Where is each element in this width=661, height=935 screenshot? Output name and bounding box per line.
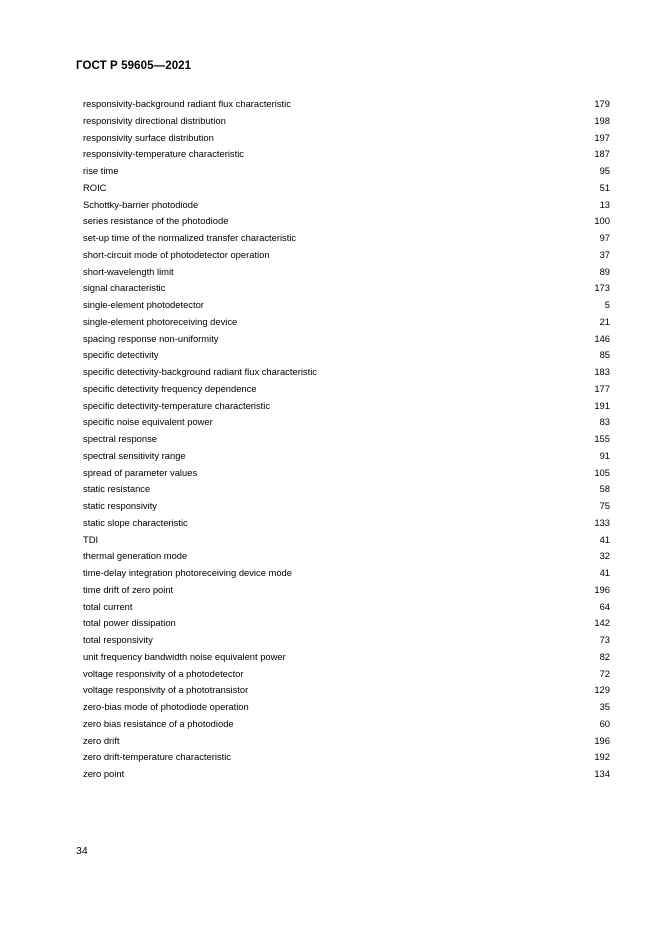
index-entry: [83, 682, 610, 699]
index-term: time-delay integration photoreceiving device mode: [83, 567, 292, 578]
index-page-ref: 85: [599, 349, 610, 361]
index-term: rise time: [83, 165, 119, 176]
index-page-ref: 100: [594, 215, 610, 227]
index-term: unit frequency bandwidth noise equivalent power: [83, 650, 286, 662]
index-term: zero drift: [83, 734, 120, 746]
index-term: total power dissipation: [83, 617, 176, 629]
index-entry: [83, 666, 610, 683]
index-page-ref: 32: [599, 550, 610, 562]
index-term: ROIC: [83, 181, 107, 193]
index-entry: [83, 280, 610, 297]
index-page-ref: 41: [599, 567, 610, 578]
index-entry: [83, 381, 610, 398]
index-term: spread of parameter values: [83, 466, 198, 478]
index-page-ref: 192: [594, 751, 610, 763]
index-entry: [83, 347, 610, 364]
index-page-ref: 72: [599, 667, 610, 679]
index-page-ref: 198: [594, 114, 610, 126]
index-entry: [83, 733, 610, 750]
index-entry: [83, 331, 610, 348]
index-entry: [83, 113, 610, 130]
index-entry: [83, 264, 610, 281]
index-entry: [83, 515, 610, 532]
index-term: specific detectivity-temperature characteristic: [83, 399, 271, 411]
index-entry: [83, 431, 610, 448]
index-page-ref: 191: [594, 399, 610, 411]
index-term: specific detectivity frequency dependence: [83, 382, 257, 394]
index-term: thermal generation mode: [83, 550, 188, 562]
index-term: short-wavelength limit: [83, 265, 174, 277]
index-term: responsivity-temperature characteristic: [83, 148, 244, 160]
index-entry: [83, 749, 610, 766]
index-page-ref: 58: [599, 483, 610, 495]
index-term: total current: [83, 600, 133, 612]
index-page-ref: 5: [604, 299, 610, 310]
index-page-ref: 97: [599, 232, 610, 243]
index-entry: [83, 716, 610, 733]
index-entry: [83, 498, 610, 515]
index-page-ref: 51: [599, 181, 610, 193]
index-page-ref: 155: [594, 433, 610, 444]
index-term: set-up time of the normalized transfer characteristic: [83, 232, 297, 243]
index-page-ref: 91: [599, 449, 610, 461]
index-page-ref: 133: [594, 516, 610, 528]
index-list: [83, 96, 610, 783]
index-term: static responsivity: [83, 500, 157, 511]
index-entry: [83, 297, 610, 314]
index-term: series resistance of the photodiode: [83, 215, 229, 227]
index-entry: [83, 96, 610, 113]
index-page-ref: 21: [599, 315, 610, 327]
index-entry: [83, 197, 610, 214]
index-term: specific noise equivalent power: [83, 416, 213, 428]
index-term: zero drift-temperature characteristic: [83, 751, 231, 763]
index-entry: [83, 314, 610, 331]
index-term: responsivity directional distribution: [83, 114, 226, 126]
document-header: ГОСТ Р 59605—2021: [76, 60, 192, 72]
index-page-ref: 105: [594, 466, 610, 478]
index-term: time drift of zero point: [83, 583, 174, 595]
index-page-ref: 146: [594, 332, 610, 344]
index-page-ref: 82: [599, 650, 610, 662]
index-entry: [83, 213, 610, 230]
index-term: spectral sensitivity range: [83, 449, 186, 461]
index-entry: [83, 481, 610, 498]
index-page-ref: 13: [599, 198, 610, 210]
index-page-ref: 196: [594, 734, 610, 746]
index-term: TDI: [83, 533, 99, 545]
index-entry: [83, 532, 610, 549]
index-entry: [83, 649, 610, 666]
index-page-ref: 183: [594, 366, 610, 377]
index-page-ref: 41: [599, 533, 610, 545]
index-term: responsivity surface distribution: [83, 131, 214, 143]
index-page-ref: 177: [594, 382, 610, 394]
index-page-ref: 89: [599, 265, 610, 277]
index-term: total responsivity: [83, 634, 153, 645]
index-page-ref: 134: [594, 768, 610, 779]
index-entry: [83, 448, 610, 465]
index-term: signal characteristic: [83, 282, 166, 294]
index-term: responsivity-background radiant flux characteristic: [83, 98, 291, 109]
index-term: single-element photoreceiving device: [83, 315, 238, 327]
index-entry: [83, 130, 610, 147]
index-entry: [83, 766, 610, 783]
index-page-ref: 196: [594, 583, 610, 595]
index-term: voltage responsivity of a photodetector: [83, 667, 244, 679]
index-entry: [83, 465, 610, 482]
index-term: specific detectivity-background radiant flux characteristic: [83, 366, 317, 377]
index-page-ref: 83: [599, 416, 610, 428]
index-entry: [83, 582, 610, 599]
index-page-ref: 37: [599, 248, 610, 260]
index-entry: [83, 632, 610, 649]
index-entry: [83, 565, 610, 582]
index-page-ref: 35: [599, 701, 610, 712]
index-entry: [83, 414, 610, 431]
index-term: spacing response non-uniformity: [83, 332, 219, 344]
index-term: zero-bias mode of photodiode operation: [83, 701, 249, 712]
index-entry: [83, 615, 610, 632]
index-entry: [83, 364, 610, 381]
index-page-ref: 73: [599, 634, 610, 645]
index-entry: [83, 398, 610, 415]
index-entry: [83, 146, 610, 163]
index-term: zero bias resistance of a photodiode: [83, 717, 234, 729]
index-page-ref: 60: [599, 717, 610, 729]
index-page-ref: 173: [594, 282, 610, 294]
index-page-ref: 75: [599, 500, 610, 511]
index-entry: [83, 548, 610, 565]
index-entry: [83, 163, 610, 180]
index-page-ref: 95: [599, 165, 610, 176]
index-term: zero point: [83, 768, 125, 779]
index-term: Schottky-barrier photodiode: [83, 198, 199, 210]
index-term: static slope characteristic: [83, 516, 188, 528]
index-page-ref: 179: [594, 98, 610, 109]
index-entry: [83, 247, 610, 264]
index-term: voltage responsivity of a phototransistor: [83, 684, 249, 696]
index-page-ref: 187: [594, 148, 610, 160]
index-entry: [83, 180, 610, 197]
index-page-ref: 64: [599, 600, 610, 612]
index-term: static resistance: [83, 483, 151, 495]
index-page-ref: 129: [594, 684, 610, 696]
index-entry: [83, 699, 610, 716]
index-page-ref: 197: [594, 131, 610, 143]
index-entry: [83, 599, 610, 616]
index-entry: [83, 230, 610, 247]
index-term: spectral response: [83, 433, 157, 444]
index-page-ref: 142: [594, 617, 610, 629]
index-term: short-circuit mode of photodetector operation: [83, 248, 270, 260]
index-term: single-element photodetector: [83, 299, 204, 310]
index-term: specific detectivity: [83, 349, 159, 361]
page-number: 34: [76, 845, 88, 857]
